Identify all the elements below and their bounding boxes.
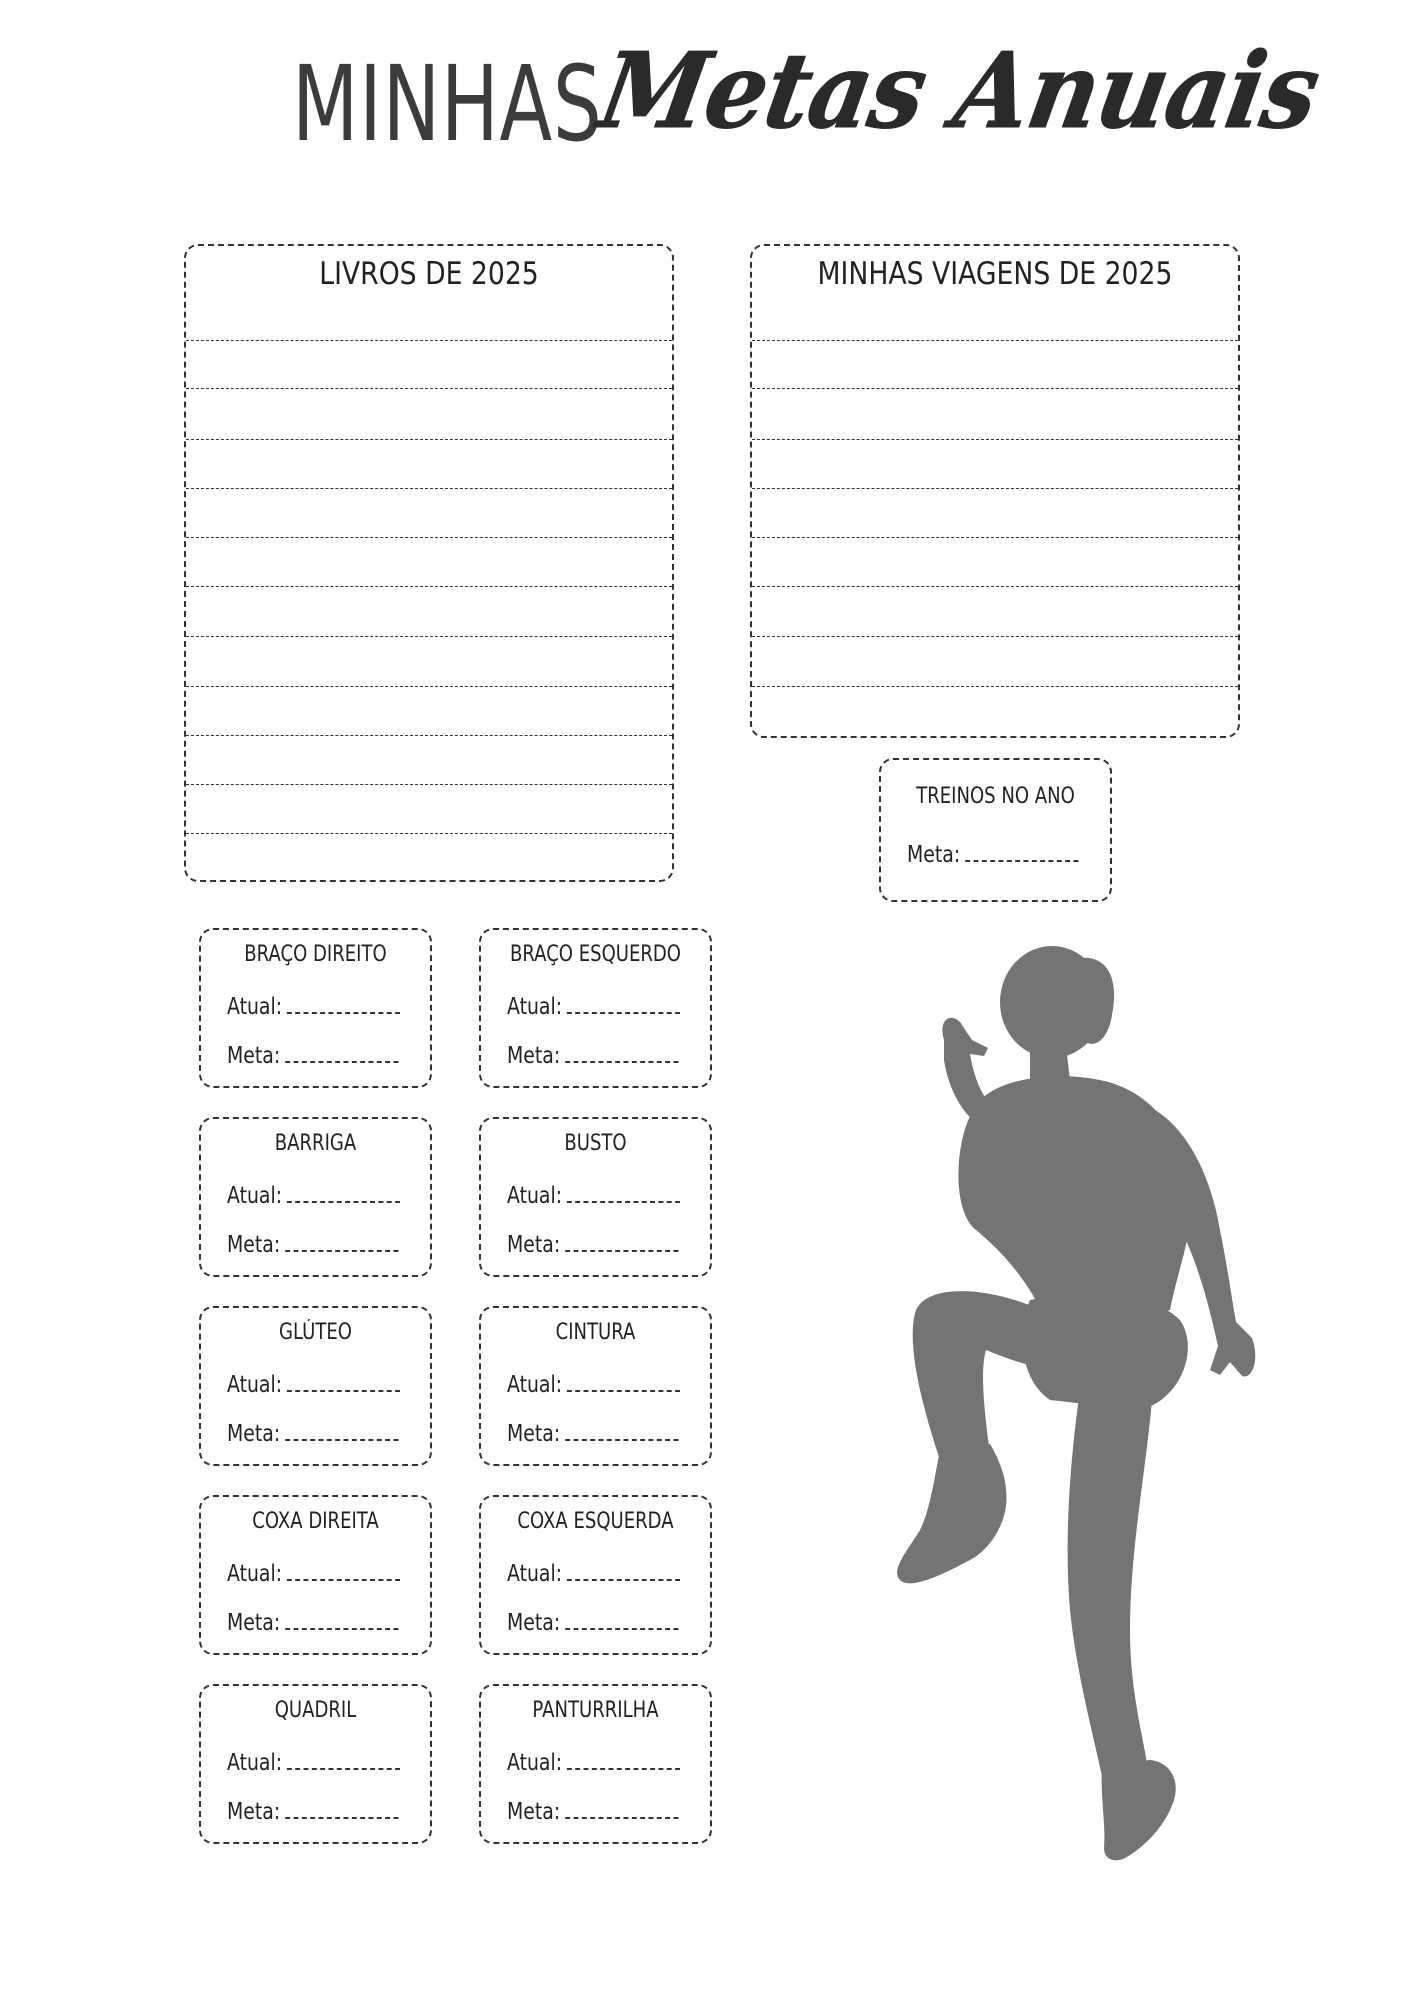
measure-card-braco-direito [199,928,432,1088]
atual-label: Atual: [227,1183,283,1209]
meta-blank[interactable] [565,1799,678,1819]
book-entry-line[interactable] [186,388,672,389]
atual-field[interactable] [227,994,400,1020]
page-title-script: Metas Anuais [591,29,1328,152]
trips-panel [750,244,1240,738]
meta-field[interactable] [507,1232,678,1258]
book-entry-line[interactable] [186,735,672,736]
book-entry-line[interactable] [186,488,672,489]
atual-field[interactable] [227,1183,400,1209]
atual-blank[interactable] [567,1750,680,1770]
atual-blank[interactable] [567,1561,680,1581]
measure-card-title: BRAÇO ESQUERDO [509,942,682,967]
trip-entry-line[interactable] [752,439,1238,440]
book-entry-line[interactable] [186,439,672,440]
measure-card-barriga [199,1117,432,1277]
atual-blank[interactable] [567,994,680,1014]
atual-label: Atual: [507,1750,563,1776]
meta-blank[interactable] [565,1043,678,1063]
meta-field[interactable] [227,1799,398,1825]
meta-label: Meta: [507,1232,561,1258]
meta-label: Meta: [227,1043,281,1069]
trip-entry-line[interactable] [752,586,1238,587]
woman-exercising-silhouette-icon [880,930,1300,1870]
meta-label: Meta: [507,1610,561,1636]
meta-field[interactable] [507,1799,678,1825]
meta-blank[interactable] [565,1610,678,1630]
meta-label: Meta: [507,1421,561,1447]
meta-label: Meta: [227,1421,281,1447]
measure-card-gluteo [199,1306,432,1466]
atual-blank[interactable] [287,1183,400,1203]
atual-blank[interactable] [287,994,400,1014]
meta-field[interactable] [227,1421,398,1447]
meta-field[interactable] [227,1232,398,1258]
meta-field[interactable] [507,1421,678,1447]
atual-field[interactable] [227,1372,400,1398]
measure-card-title: BUSTO [564,1131,627,1156]
measure-card-title: COXA ESQUERDA [517,1509,674,1534]
books-panel [184,244,674,882]
atual-label: Atual: [227,1561,283,1587]
meta-blank[interactable] [285,1232,398,1252]
meta-blank[interactable] [285,1799,398,1819]
book-entry-line[interactable] [186,784,672,785]
trips-panel-title: MINHAS VIAGENS DE 2025 [817,256,1173,292]
meta-blank[interactable] [285,1421,398,1441]
atual-field[interactable] [227,1750,400,1776]
atual-blank[interactable] [287,1750,400,1770]
treinos-meta-blank[interactable] [965,842,1078,862]
measure-card-title: QUADRIL [274,1698,357,1723]
meta-label: Meta: [507,1043,561,1069]
treinos-title: TREINOS NO ANO [916,784,1075,809]
atual-field[interactable] [507,1750,680,1776]
treinos-panel [879,758,1112,902]
measure-card-title: GLÚTEO [279,1320,352,1345]
atual-blank[interactable] [287,1561,400,1581]
atual-field[interactable] [507,1372,680,1398]
book-entry-line[interactable] [186,833,672,834]
atual-field[interactable] [507,994,680,1020]
meta-field[interactable] [227,1610,398,1636]
treinos-meta-field[interactable] [907,842,1078,868]
measure-card-panturrilha [479,1684,712,1844]
books-panel-title: LIVROS DE 2025 [319,256,539,292]
meta-blank[interactable] [285,1043,398,1063]
meta-label: Meta: [507,1799,561,1825]
atual-field[interactable] [507,1183,680,1209]
measure-card-title: PANTURRILHA [532,1698,659,1723]
atual-blank[interactable] [567,1372,680,1392]
atual-label: Atual: [507,994,563,1020]
measure-card-cintura [479,1306,712,1466]
treinos-meta-label: Meta: [907,842,961,868]
atual-blank[interactable] [567,1183,680,1203]
atual-field[interactable] [507,1561,680,1587]
atual-blank[interactable] [287,1372,400,1392]
trip-entry-line[interactable] [752,686,1238,687]
measure-card-braco-esquerdo [479,928,712,1088]
book-entry-line[interactable] [186,586,672,587]
meta-field[interactable] [227,1043,398,1069]
book-entry-line[interactable] [186,636,672,637]
measure-card-coxa-esquerda [479,1495,712,1655]
trip-entry-line[interactable] [752,537,1238,538]
measure-card-busto [479,1117,712,1277]
meta-blank[interactable] [285,1610,398,1630]
measure-card-title: CINTURA [555,1320,636,1345]
meta-blank[interactable] [565,1421,678,1441]
meta-label: Meta: [227,1232,281,1258]
meta-blank[interactable] [565,1232,678,1252]
atual-label: Atual: [507,1183,563,1209]
page-title-prefix: MINHAS [292,43,603,165]
meta-field[interactable] [507,1043,678,1069]
book-entry-line[interactable] [186,686,672,687]
atual-label: Atual: [227,1372,283,1398]
atual-label: Atual: [227,994,283,1020]
measure-card-title: COXA DIREITA [252,1509,379,1534]
atual-label: Atual: [227,1750,283,1776]
meta-label: Meta: [227,1799,281,1825]
atual-label: Atual: [507,1372,563,1398]
measure-card-coxa-direita [199,1495,432,1655]
trip-entry-line[interactable] [752,636,1238,637]
meta-field[interactable] [507,1610,678,1636]
trip-entry-line[interactable] [752,388,1238,389]
atual-field[interactable] [227,1561,400,1587]
meta-label: Meta: [227,1610,281,1636]
book-entry-line[interactable] [186,340,672,341]
book-entry-line[interactable] [186,537,672,538]
trip-entry-line[interactable] [752,340,1238,341]
measure-card-quadril [199,1684,432,1844]
atual-label: Atual: [507,1561,563,1587]
trip-entry-line[interactable] [752,488,1238,489]
measure-card-title: BRAÇO DIREITO [244,942,387,967]
measure-card-title: BARRIGA [274,1131,357,1156]
